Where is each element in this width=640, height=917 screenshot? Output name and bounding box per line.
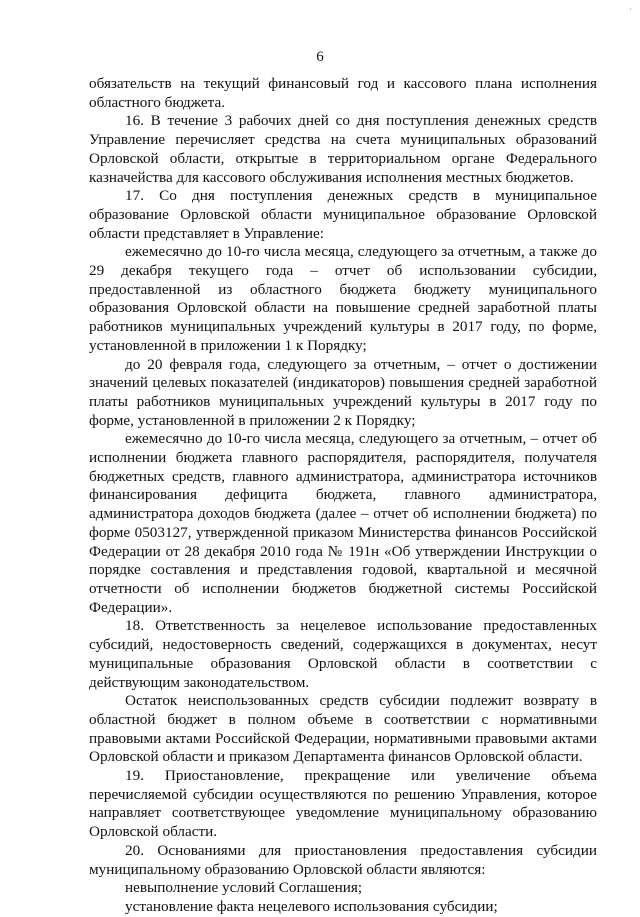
paragraph-17-february-report: до 20 февраля года, следующего за отчетным, – отчет о достижении значений целевых показателей (индикаторов) повышения средней заработной платы работников муниципальных учреждений культуры в 2017 году по форме, установленной в приложении 2 к Порядку; [89,355,597,429]
paragraph-20: 20. Основаниями для приостановления предоставления субсидии муниципальному образованию Орловской области являются: [89,841,597,878]
page-number: 6 [316,49,324,65]
paragraph-20-item-2: установление факта нецелевого использования субсидии; [125,897,498,915]
paragraph-18-remainder: Остаток неиспользованных средств субсидии подлежит возврату в областной бюджет в полном объеме в соответствии с нормативными правовыми актами Российской Федерации, нормативными правовыми актами Орловской области и приказом Департамента финансов Орловской области. [89,692,597,766]
paragraph-20-item-1: невыполнение условий Соглашения; [125,879,363,897]
corner-mark: · [629,4,632,14]
paragraph-17: 17. Со дня поступления денежных средств в муниципальное образование Орловской области муниципальное образование Орловской области представляет в Управление: [89,187,597,242]
paragraph-17-budget-report: ежемесячно до 10-го числа месяца, следующего за отчетным, – отчет об исполнении бюджета главного распорядителя, распорядителя, получателя бюджетных средств, главного администратора, администратора источников финансирования дефицита бюджета, главного администратора, администратора доходов бюджета (далее – отчет об исполнении бюджета) по форме 0503127, утвержденной приказом Министерства финансов Российской Федерации от 28 декабря 2010 года № 191н «Об утверждении Инструкции о порядке составления и представления годовой, квартальной и месячной отчетности об исполнении бюджетов бюджетной системы Российской Федерации». [89,430,597,616]
paragraph-18: 18. Ответственность за нецелевое использование предоставленных субсидий, недостоверность сведений, содержащихся в документах, несут муниципальные образования Орловской области в соответствии с действующим законодательством. [89,617,597,691]
paragraph-continuation: обязательств на текущий финансовый год и кассового плана исполнения областного бюджета. [89,75,597,111]
document-body [89,75,597,917]
paragraph-16: 16. В течение 3 рабочих дней со дня поступления денежных средств Управление перечисляет средства на счета муниципальных образований Орловской области, открытые в территориальном органе Федерального казначейства для кассового обслуживания исполнения местных бюджетов. [89,112,597,186]
paragraph-17-monthly-report: ежемесячно до 10-го числа месяца, следующего за отчетным, а также до 29 декабря текущего года – отчет об использовании субсидии, предоставленной из областного бюджета бюджету муниципального образования Орловской области на повышение средней заработной платы работников муниципальных учреждений культуры в 2017 году, по форме, установленной в приложении 1 к Порядку; [89,243,597,354]
paragraph-19: 19. Приостановление, прекращение или увеличение объема перечисляемой субсидии осуществляются по решению Управления, которое направляет соответствующее уведомление муниципальному образованию Орловской области. [89,767,597,841]
